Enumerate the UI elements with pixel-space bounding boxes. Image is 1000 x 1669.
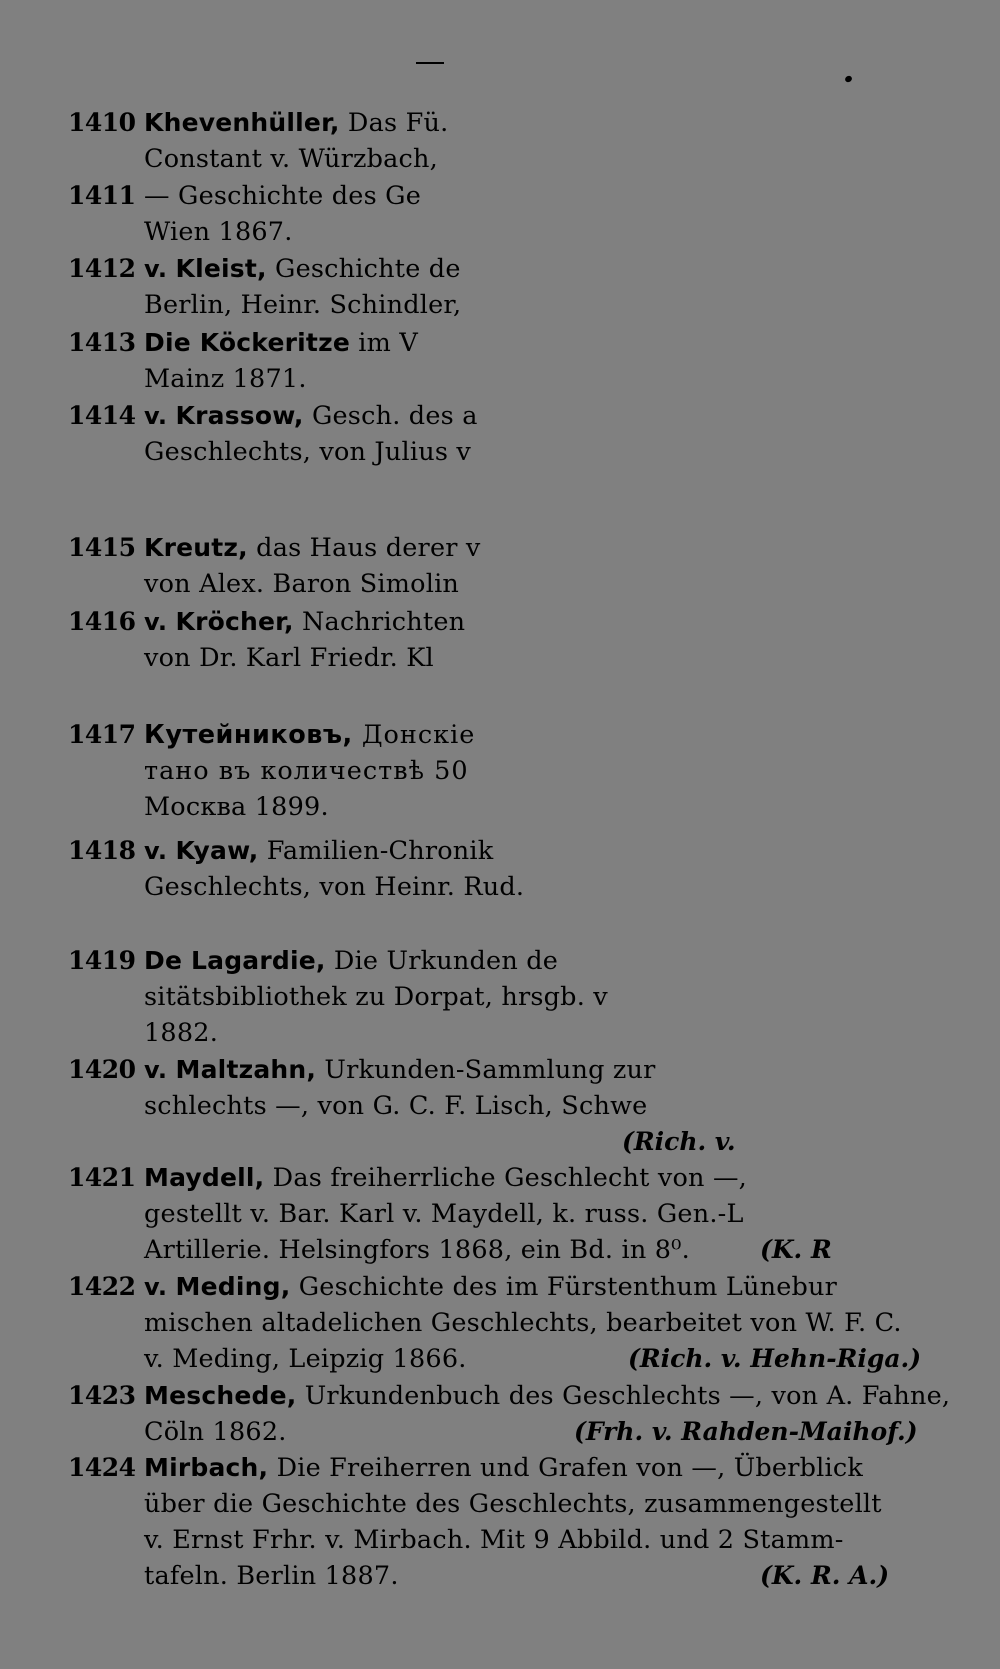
entry-line: von Dr. Karl Friedr. Kl	[144, 643, 434, 673]
entry-prefix: v.	[144, 402, 168, 430]
entry-line: über die Geschichte des Geschlechts, zusammengestellt	[144, 1489, 882, 1519]
entry-line: Mainz 1871.	[144, 364, 307, 394]
entry-number: 1419	[68, 946, 136, 975]
entry-name: Kreutz,	[144, 533, 248, 562]
entry-citation: (Rich. v.	[622, 1127, 736, 1156]
entry-line: v. Meding, Leipzig 1866.	[144, 1344, 467, 1374]
entry-line: Wien 1867.	[144, 217, 293, 247]
entry-line	[144, 720, 475, 750]
entry-line: тано въ количествѣ 50	[144, 756, 469, 786]
entry-line: — Geschichte des Ge	[144, 181, 422, 211]
entry-line	[144, 836, 493, 866]
entry-text: Die Freiherren und Grafen von —, Überblick	[268, 1453, 863, 1483]
entry-name: Kyaw,	[175, 836, 259, 865]
entry-text: Geschichte des im Fürstenthum Lünebur	[290, 1272, 838, 1302]
entry-number: 1412	[68, 254, 136, 283]
entry-line: Constant v. Würzbach,	[144, 144, 438, 174]
entry-name: Kleist,	[175, 254, 267, 283]
entry-text: Gesch. des a	[303, 401, 478, 431]
entry-line: Cöln 1862.	[144, 1417, 287, 1447]
entry-number: 1417	[68, 720, 136, 749]
entry-name: Meding,	[175, 1272, 291, 1301]
entry-citation: (Rich. v. Hehn-Riga.)	[628, 1344, 922, 1373]
entry-name: Meschede,	[144, 1381, 297, 1410]
entry-name: Khevenhüller,	[144, 108, 340, 137]
entry-line	[144, 108, 448, 138]
entry-name: Maltzahn,	[175, 1055, 317, 1084]
entry-line: von Alex. Baron Simolin	[144, 569, 460, 599]
entry-line	[144, 533, 481, 563]
entry-text: Die Urkunden de	[325, 946, 559, 976]
entry-prefix: v.	[144, 837, 168, 865]
entry-text: Geschichte de	[266, 254, 461, 284]
entry-name: Кутейниковъ,	[144, 720, 353, 750]
entry-number: 1420	[68, 1055, 136, 1084]
entry-text: Nachrichten	[293, 607, 466, 637]
entry-text: im V	[349, 328, 418, 358]
entry-text: Das freiherrliche Geschlecht von —,	[264, 1163, 747, 1193]
entry-number: 1413	[68, 328, 136, 357]
entry-text: Familien-Chronik	[258, 836, 494, 866]
entry-line	[144, 1055, 656, 1085]
entry-line: Geschlechts, von Julius v	[144, 437, 472, 467]
entry-name: Krassow,	[175, 401, 304, 430]
entry-line: Artillerie. Helsingfors 1868, ein Bd. in 8⁰.	[144, 1235, 690, 1265]
entry-number: 1414	[68, 401, 136, 430]
entry-line	[144, 1453, 863, 1483]
entry-line: gestellt v. Bar. Karl v. Maydell, k. russ. Gen.-L	[144, 1199, 744, 1229]
entry-line	[144, 946, 558, 976]
entry-prefix: v.	[144, 1273, 168, 1301]
entry-name: Die Köckeritze	[144, 328, 350, 357]
entry-text: Донскiе	[352, 720, 476, 750]
entry-number: 1423	[68, 1381, 136, 1410]
entry-name: Kröcher,	[175, 607, 294, 636]
entry-line: Berlin, Heinr. Schindler,	[144, 290, 462, 320]
entry-name: Mirbach,	[144, 1453, 269, 1482]
entry-line: tafeln. Berlin 1887.	[144, 1561, 399, 1591]
entry-line: sitätsbibliothek zu Dorpat, hrsgb. v	[144, 982, 608, 1012]
entry-text: Das Fü.	[339, 108, 449, 138]
entry-line	[144, 1163, 747, 1193]
entry-line	[144, 328, 418, 358]
entry-prefix: v.	[144, 255, 168, 283]
entry-line: Москва 1899.	[144, 792, 329, 822]
entry-name: Maydell,	[144, 1163, 265, 1192]
entry-text: das Haus derer v	[247, 533, 481, 563]
entry-prefix: v.	[144, 1056, 168, 1084]
entry-line: schlechts —, von G. C. F. Lisch, Schwe	[144, 1091, 648, 1121]
entry-citation: (Frh. v. Rahden-Maihof.)	[574, 1417, 918, 1446]
entry-line	[144, 401, 478, 431]
entry-number: 1415	[68, 533, 136, 562]
entry-number: 1424	[68, 1453, 136, 1482]
entry-line: mischen altadelichen Geschlechts, bearbeitet von W. F. C.	[144, 1308, 902, 1338]
entry-number: 1422	[68, 1272, 136, 1301]
entry-prefix: v.	[144, 608, 168, 636]
entry-text: Urkunden-Sammlung zur	[316, 1055, 656, 1085]
entry-line	[144, 1272, 837, 1302]
entry-citation: (K. R	[760, 1235, 832, 1264]
entry-text: Urkundenbuch des Geschlechts —, von A. Fahne,	[296, 1381, 951, 1411]
entry-number: 1416	[68, 607, 136, 636]
entry-name: De Lagardie,	[144, 946, 326, 975]
entry-number: 1411	[68, 181, 136, 210]
entry-line: 1882.	[144, 1018, 219, 1048]
entry-line: Geschlechts, von Heinr. Rud.	[144, 872, 525, 902]
entry-line	[144, 254, 461, 284]
entry-number: 1410	[68, 108, 136, 137]
entry-line	[144, 1381, 950, 1411]
entry-line: v. Ernst Frhr. v. Mirbach. Mit 9 Abbild. und 2 Stamm-	[144, 1525, 844, 1555]
entry-number: 1418	[68, 836, 136, 865]
entry-citation: (K. R. A.)	[760, 1561, 890, 1590]
entry-line	[144, 607, 465, 637]
entry-number: 1421	[68, 1163, 136, 1192]
